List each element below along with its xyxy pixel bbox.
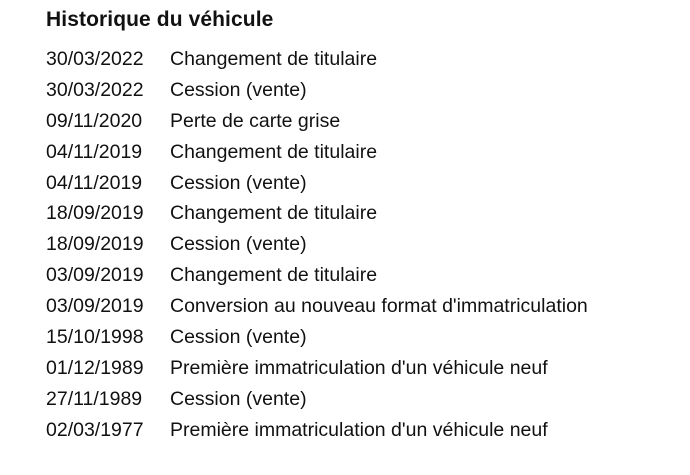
history-date: 01/12/1989 — [46, 356, 144, 379]
history-event: Cession (vente) — [170, 171, 307, 194]
history-date: 18/09/2019 — [46, 202, 144, 225]
history-date: 03/09/2019 — [46, 264, 144, 287]
history-date: 04/11/2019 — [46, 171, 143, 194]
history-date: 03/09/2019 — [46, 295, 144, 318]
history-date: 18/09/2019 — [46, 233, 144, 256]
history-row — [46, 229, 676, 260]
history-row — [46, 353, 676, 384]
history-row — [46, 415, 676, 446]
history-date: 30/03/2022 — [46, 78, 144, 101]
history-row — [46, 75, 676, 106]
history-row — [46, 322, 676, 353]
history-event: Perte de carte grise — [170, 109, 341, 132]
history-event: Changement de titulaire — [170, 47, 378, 70]
history-date: 02/03/1977 — [46, 418, 144, 441]
history-event: Cession (vente) — [170, 387, 307, 410]
history-event: Cession (vente) — [170, 78, 307, 101]
history-event: Première immatriculation d'un véhicule neuf — [170, 356, 548, 379]
vehicle-history-section — [46, 6, 676, 446]
history-list — [46, 44, 676, 446]
history-date: 27/11/1989 — [46, 387, 143, 410]
history-event: Changement de titulaire — [170, 202, 378, 225]
history-event: Changement de titulaire — [170, 264, 378, 287]
history-row — [46, 137, 676, 168]
history-event: Changement de titulaire — [170, 140, 378, 163]
history-event: Cession (vente) — [170, 233, 307, 256]
section-title: Historique du véhicule — [46, 8, 274, 31]
history-row — [46, 260, 676, 291]
history-event: Cession (vente) — [170, 325, 307, 348]
history-date: 15/10/1998 — [46, 325, 144, 348]
history-row — [46, 291, 676, 322]
history-row — [46, 384, 676, 415]
history-event: Conversion au nouveau format d'immatriculation — [170, 295, 588, 318]
history-event: Première immatriculation d'un véhicule neuf — [170, 418, 548, 441]
history-date: 09/11/2020 — [46, 109, 143, 132]
history-date: 04/11/2019 — [46, 140, 143, 163]
history-row — [46, 168, 676, 199]
history-row — [46, 106, 676, 137]
history-date: 30/03/2022 — [46, 47, 144, 70]
history-row — [46, 198, 676, 229]
history-row — [46, 44, 676, 75]
